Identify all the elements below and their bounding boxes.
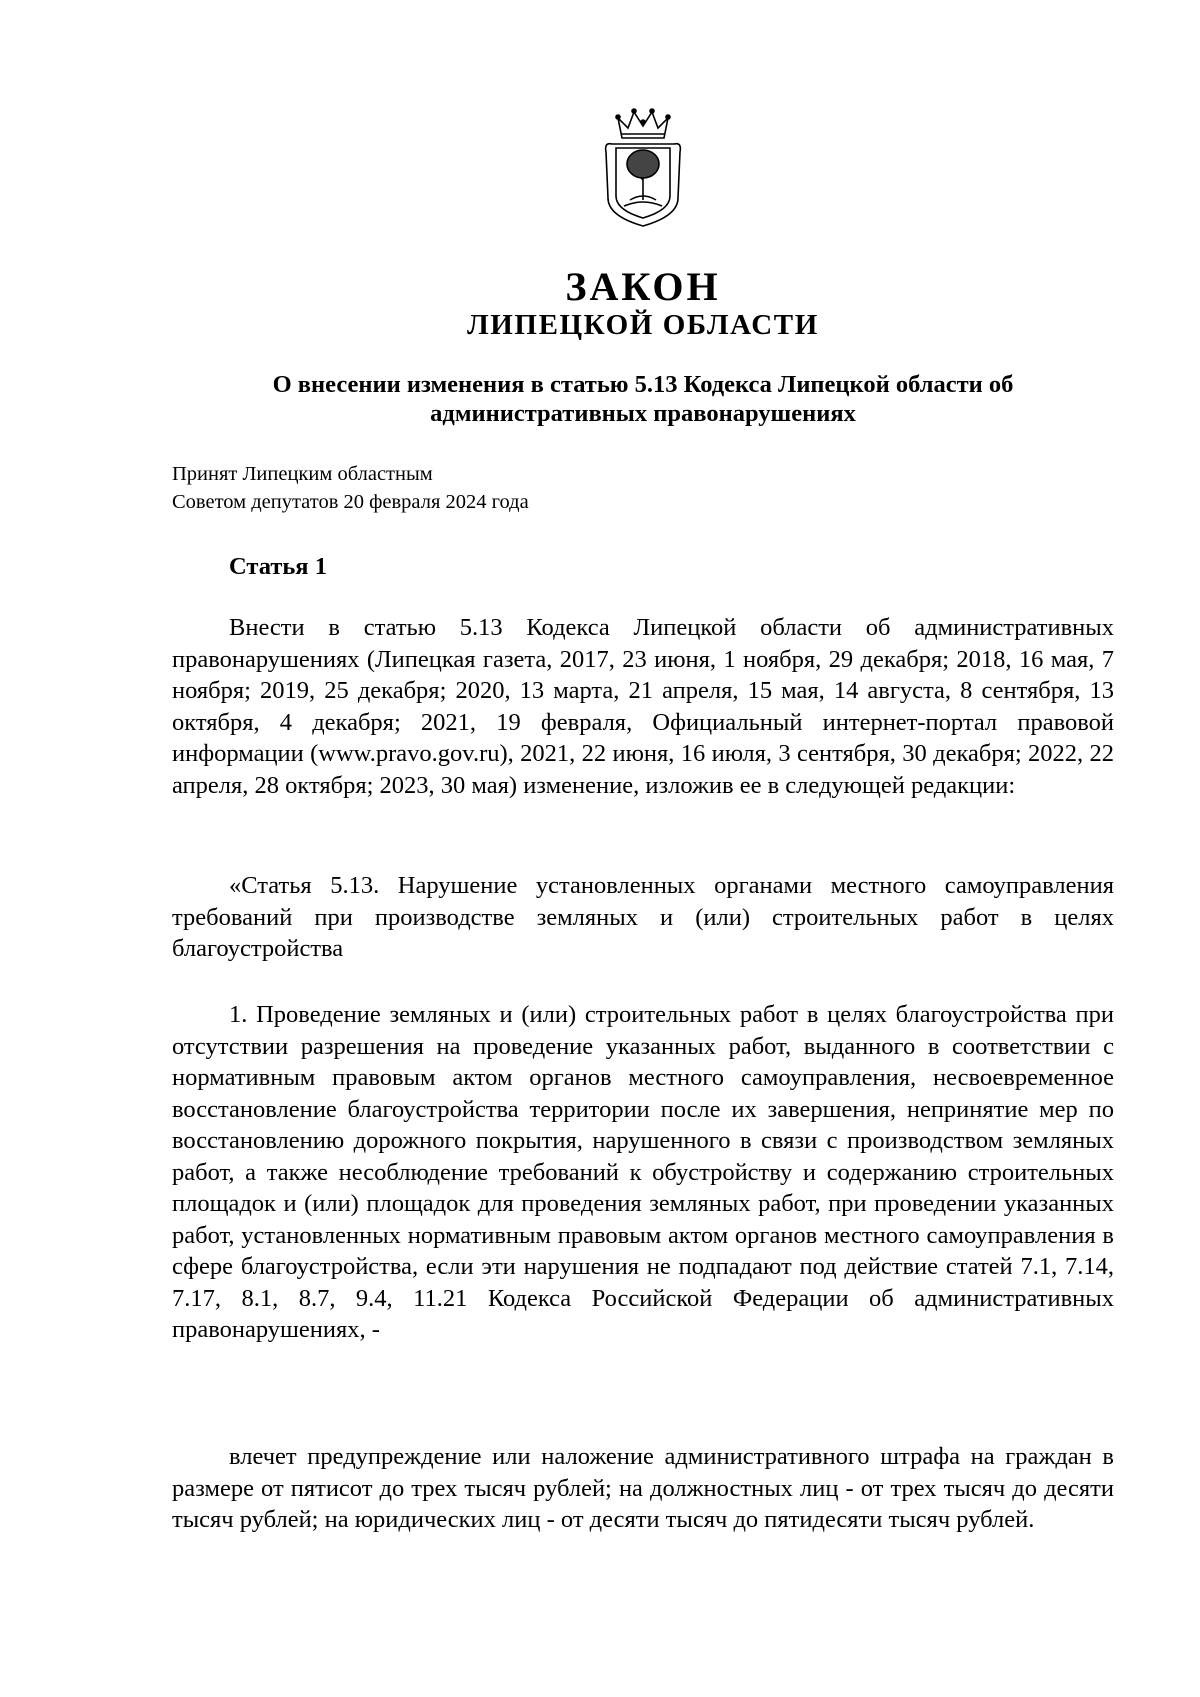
adoption-line-2: Советом депутатов 20 февраля 2024 года [172,491,529,513]
law-heading-line-1: О внесении изменения в статью 5.13 Кодекса Липецкой области об [272,371,1014,398]
law-heading [172,370,1114,428]
paragraph-article-title: «Статья 5.13. Нарушение установленных органами местного самоуправления требований при производстве земляных и (или) строительных работ в целях благоустройства [172,872,1114,962]
paragraph-clause-1: 1. Проведение земляных и (или) строительных работ в целях благоустройства при отсутствии разрешения на проведение указанных работ, выданного в соответствии с нормативным правовым актом органов местного самоуправления, несвоевременное восстановление благоустройства территории после их завершения, непринятие мер по восстановлению дорожного покрытия, нарушенного в связи с производством земляных работ, а также несоблюдение требований к обустройству и содержанию строительных площадок и (или) площадок для проведения земляных работ, при проведении указанных работ, установленных нормативным правовым актом органов местного самоуправления в сфере благоустройства, если эти нарушения не подпадают под действие статей 7.1, 7.14, 7.17, 8.1, 8.7, 9.4, 11.21 Кодекса Российской Федерации об административных правонарушениях, - [172,1001,1114,1343]
adoption-note [172,460,772,516]
adoption-line-1: Принят Липецким областным [172,463,433,485]
paragraph-amendment: Внести в статью 5.13 Кодекса Липецкой области об административных правонарушениях (Липецкая газета, 2017, 23 июня, 1 ноября, 29 декабря; 2018, 16 мая, 7 ноября; 2019, 25 декабря; 2020, 13 марта, 21 апреля, 15 мая, 14 августа, 8 сентября, 13 октября, 4 декабря; 2021, 19 февраля, Официальный интернет-портал правовой информации (www.pravo.gov.ru), 2021, 22 июня, 16 июля, 3 сентября, 30 декабря; 2022, 22 апреля, 28 октября; 2023, 30 мая) изменение, изложив ее в следующей редакции: [172,614,1114,799]
paragraph-penalty: влечет предупреждение или наложение административного штрафа на граждан в размере от пятисот до трех тысяч рублей; на должностных лиц - от трех тысяч до десяти тысяч рублей; на юридических лиц - от десяти тысяч до пятидесяти тысяч рублей. [172,1443,1114,1533]
coat-of-arms-icon [600,108,686,230]
document-title: ЗАКОН [565,264,721,309]
document-subtitle: ЛИПЕЦКОЙ ОБЛАСТИ [467,309,819,341]
law-heading-line-2: административных правонарушениях [430,400,856,427]
article-title: Статья 1 [229,553,327,580]
